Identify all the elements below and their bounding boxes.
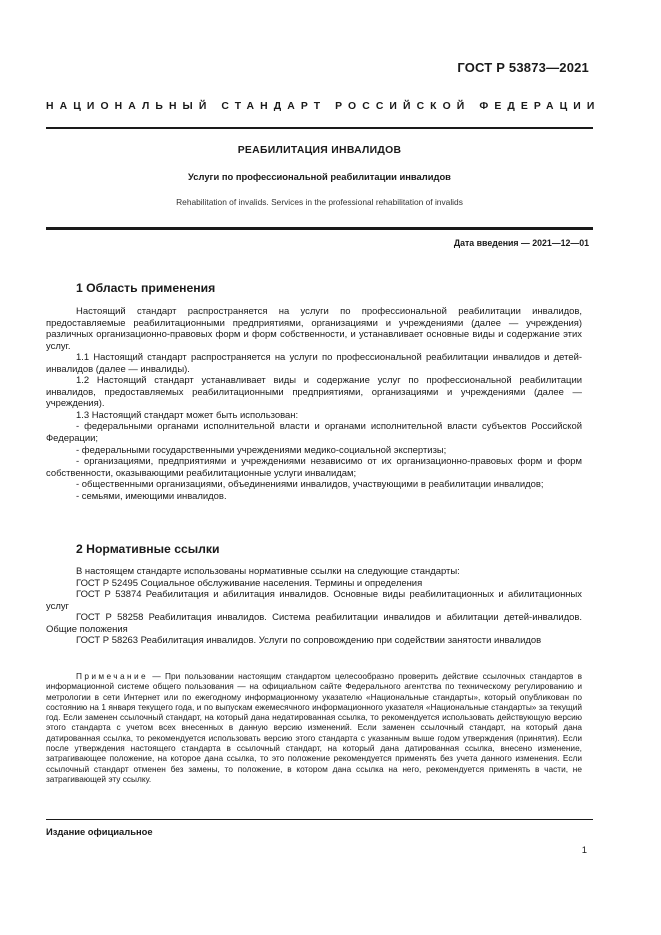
note-text: — При пользовании настоящим стандартом целесообразно проверить действие ссылочных стандартов в информационной системе общего пользования — на официальном сайте Федерального агентства по техническому регулированию и метрологии в сети Интернет или по ежегодному информационному указателю «Национальные стандарты», который опубликован по состоянию на 1 января текущего года, и по выпускам ежемесячного информационного указателя «Национальные стандарты» за текущий год. Если заменен ссылочный стандарт, на который дана недатированная ссылка, то рекомендуется использовать действующую версию этого стандарта с учетом всех внесенных в данную версию изменений. Если заменен ссылочный стандарт, на который дана датированная ссылка, то рекомендуется использовать версию этого стандарта с указанным выше годом утверждения (принятия). Если после утверждения настоящего стандарта в ссылочный стандарт, на который дана датированная ссылка, внесено изменение, затрагивающее положение, на которое дана ссылка, то это положение рекомендуется применять без учета данного изменения. Если ссылочный стандарт отменен без замены, то положение, в котором дана ссылка на него, рекомендуется применять в части, не затрагивающей эту ссылку. <box>46 671 582 784</box>
note-paragraph <box>46 671 582 784</box>
paragraph: В настоящем стандарте использованы нормативные ссылки на следующие стандарты: <box>76 566 460 577</box>
paragraph: 1.2 Настоящий стандарт устанавливает виды и содержание услуг по профессиональной реабилитации инвалидов, предоставляемых реабилитационными предприятиями, организациями и учреждениями (далее — учреждения). <box>46 375 582 410</box>
reference-item: ГОСТ Р 53874 Реабилитация и абилитация инвалидов. Основные виды реабилитационных и абилитационных услуг <box>46 589 582 612</box>
document-code: ГОСТ Р 53873—2021 <box>457 60 589 75</box>
note-label: Примечание <box>76 671 149 681</box>
reference-item: ГОСТ Р 58263 Реабилитация инвалидов. Услуги по сопровождению при содействии занятости инвалидов <box>76 635 542 647</box>
section-2-body <box>46 566 582 647</box>
note-block <box>46 671 582 784</box>
footer-rule <box>46 819 593 820</box>
edition-label: Издание официальное <box>46 826 153 837</box>
list-item: - общественными организациями, объединениями инвалидов, участвующими в реабилитации инвалидов; <box>76 479 544 491</box>
introduction-date: Дата введения — 2021—12—01 <box>453 238 589 248</box>
title-bottom-rule <box>46 227 593 230</box>
list-item: - федеральными органами исполнительной власти и органами исполнительной власти субъектов Российской Федерации; <box>46 421 582 445</box>
national-standard-heading: НАЦИОНАЛЬНЫЙ СТАНДАРТ РОССИЙСКОЙ ФЕДЕРАЦИИ <box>46 101 601 112</box>
reference-item: ГОСТ Р 58258 Реабилитация инвалидов. Система реабилитации инвалидов и абилитации детей-инвалидов. Общие положения <box>46 612 582 635</box>
paragraph: 1.3 Настоящий стандарт может быть использован: <box>76 409 299 421</box>
page-number: 1 <box>581 845 587 856</box>
document-title-english: Rehabilitation of invalids. Services in the professional rehabilitation of invalids <box>176 197 463 207</box>
section-2-title: 2 Нормативные ссылки <box>76 542 220 556</box>
section-1-title: 1 Область применения <box>76 281 216 295</box>
list-item: - семьями, имеющими инвалидов. <box>76 490 227 502</box>
list-item: - организациями, предприятиями и учреждениями независимо от их организационно-правовых форм и форм собственности, оказывающими реабилитационные услуги инвалидам; <box>46 456 582 479</box>
list-item: - федеральными государственными учреждениями медико-социальной экспертизы; <box>76 444 447 456</box>
section-1-body <box>46 306 582 502</box>
document-subtitle: Услуги по профессиональной реабилитации инвалидов <box>188 171 451 182</box>
top-rule <box>46 127 593 129</box>
paragraph: 1.1 Настоящий стандарт распространяется на услуги по профессиональной реабилитации инвалидов и детей-инвалидов (далее — инвалиды). <box>46 352 582 375</box>
document-title: РЕАБИЛИТАЦИЯ ИНВАЛИДОВ <box>237 145 402 156</box>
paragraph: Настоящий стандарт распространяется на услуги по профессиональной реабилитации инвалидов, предоставляемые реабилитационными предприятиями, организациями и учреждениями (далее — учреждения) различных организационно-правовых форм и форм собственности, и устанавливает основные виды и содержание этих услуг. <box>46 306 582 352</box>
reference-item: ГОСТ Р 52495 Социальное обслуживание населения. Термины и определения <box>76 577 423 589</box>
